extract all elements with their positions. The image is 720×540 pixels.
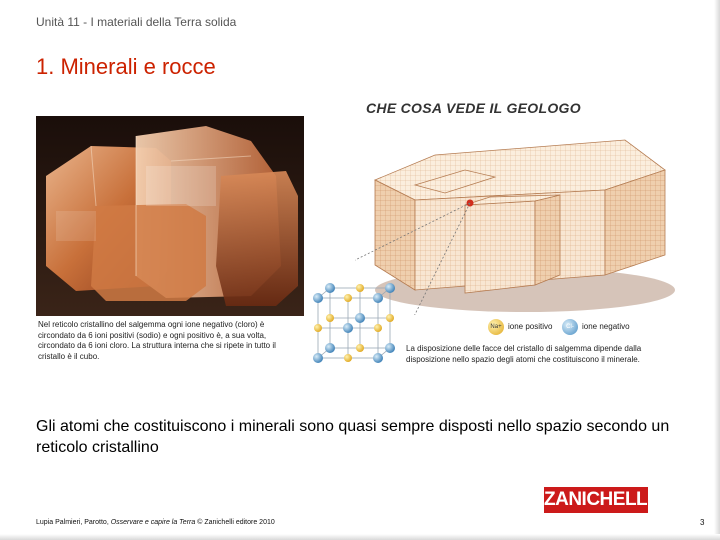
legend-negative-label: ione negativo xyxy=(582,322,630,331)
caption-crystal-faces: La disposizione delle facce del cristallo di salgemma dipende dalla disposizione nello spazio degli atomi che costituiscono il minerale. xyxy=(406,344,642,364)
breadcrumb: Unità 11 - I materiali della Terra solida xyxy=(36,15,237,29)
nacl-lattice-diagram xyxy=(310,280,395,370)
sodium-ion-icon: Na+ xyxy=(488,319,504,335)
caption-lattice: Nel reticolo cristallino del salgemma ogni ione negativo (cloro) è circondato da 6 ioni positivi (sodio) e ogni positivo è, a sua volta, circondato da 6 ioni cloro. La struttura interna che si ripete in tutto il cristallo è il cubo. xyxy=(38,320,276,361)
ion-legend xyxy=(486,318,686,338)
footer-publisher: © Zanichelli editore 2010 xyxy=(195,519,275,526)
figure-heading: CHE COSA VEDE IL GEOLOGO xyxy=(366,100,581,116)
page-title: 1. Minerali e rocce xyxy=(36,54,216,79)
legend-positive-label: ione positivo xyxy=(508,322,553,331)
zanichelli-logo: ZANICHELLI xyxy=(544,487,648,513)
footer-authors: Lupia Palmieri, Parotto, xyxy=(36,519,111,526)
footer-credits xyxy=(36,519,275,526)
crystal-block-model xyxy=(355,115,685,315)
halite-crystal-photo xyxy=(36,116,304,316)
slide-edge-shadow-bottom xyxy=(0,534,720,540)
slide-edge-shadow-right xyxy=(714,0,720,540)
page-number: 3 xyxy=(700,518,705,527)
chlorine-ion-icon: Cl- xyxy=(562,319,578,335)
footer-book-title: Osservare e capire la Terra xyxy=(110,519,196,526)
body-text: Gli atomi che costituiscono i minerali sono quasi sempre disposti nello spazio secondo un reticolo cristallino xyxy=(36,418,670,456)
